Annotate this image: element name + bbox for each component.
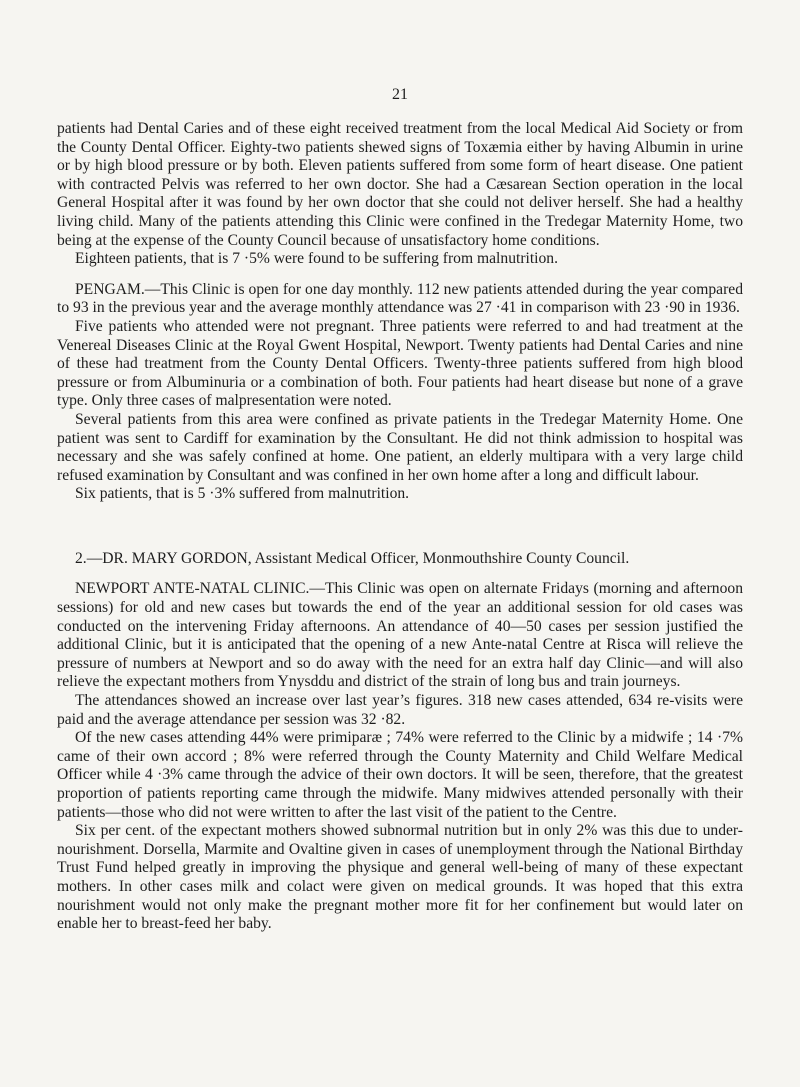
section-heading-dr-mary-gordon: 2.—DR. MARY GORDON, Assistant Medical Officer, Monmouthshire County Council. [75, 549, 630, 567]
paragraph-newport-clinic: NEWPORT ANTE-NATAL CLINIC.—This Clinic was open on alternate Fridays (morning and afternoon sessions) for old and new cases but towards the end of the year an additional session for old cases was conducted on the intervening Friday afternoons. An attendance of 40—50 cases per session justified the additional Clinic, but it is anticipated that the opening of a new Ante-natal Centre at Risca will relieve the pressure of numbers at Newport and so do away with the need for an extra half day Clinic—and will also relieve the expectant mothers from Ynysddu and district of the strain of long bus and train journeys. [57, 580, 743, 691]
paragraph-newport-new-cases: Of the new cases attending 44% were primiparæ ; 74% were referred to the Clinic by a midwife ; 14 ·7% came of their own accord ; 8% were referred through the County Maternity and Child Welfare Medical Officer while 4 ·3% came through the advice of their own doctors. It will be seen, therefore, that the greatest proportion of patients reporting came through the midwife. Many midwives attended personally with their patients—those who did not were written to after the last visit of the patient to the Centre. [57, 729, 743, 821]
paragraph-tredegar-continued: patients had Dental Caries and of these eight received treatment from the local Medical Aid Society or from the County Dental Officer. Eighty-two patients shewed signs of Toxæmia either by having Albumin in urine or by high blood pressure or by both. Eleven patients suffered from some form of heart disease. One patient with contracted Pelvis was referred to her own doctor. She had a Cæsarean Section operation in the local General Hospital after it was found by her own doctor that she could not deliver herself. She had a healthy living child. Many of the patients attending this Clinic were confined in the Tredegar Maternity Home, two being at the expense of the County Council because of unsatisfactory home conditions. [57, 120, 743, 249]
document-body [57, 120, 743, 934]
paragraph-pengam-malnutrition: Six patients, that is 5 ·3% suffered from malnutrition. [75, 485, 410, 503]
paragraph-pengam-confinements: Several patients from this area were confined as private patients in the Tredegar Maternity Home. One patient was sent to Cardiff for examination by the Consultant. He did not think admission to hospital was necessary and she was safely confined at home. One patient, an elderly multipara with a very large child refused examination by Consultant and was confined in her own home after a long and difficult labour. [57, 410, 743, 484]
paragraph-newport-nutrition: Six per cent. of the expectant mothers showed subnormal nutrition but in only 2% was this due to under-nourishment. Dorsella, Marmite and Ovaltine given in cases of unemployment through the National Birthday Trust Fund helped greatly in improving the physique and general well-being of many of these expectant mothers. In other cases milk and colact were given on medical grounds. It was hoped that this extra nourishment would not only make the pregnant mother more fit for her confinement but would later on enable her to breast-feed her baby. [57, 822, 743, 933]
page-number: 21 [392, 86, 408, 103]
paragraph-tredegar-malnutrition: Eighteen patients, that is 7 ·5% were found to be suffering from malnutrition. [75, 250, 559, 268]
paragraph-pengam-patients: Five patients who attended were not pregnant. Three patients were referred to and had treatment at the Venereal Diseases Clinic at the Royal Gwent Hospital, Newport. Twenty patients had Dental Caries and nine of these had treatment from the County Dental Officers. Twenty-three patients suffered from high blood pressure or from Albuminuria or a combination of both. Four patients had heart disease but none of a grave type. Only three cases of malpresentation were noted. [57, 317, 743, 410]
paragraph-pengam-intro: PENGAM.—This Clinic is open for one day monthly. 112 new patients attended during the year compared to 93 in the previous year and the average monthly attendance was 27 ·41 in comparison with 23 ·90 in 1936. [57, 280, 743, 317]
paragraph-newport-attendances: The attendances showed an increase over last year’s figures. 318 new cases attended, 634 re-visits were paid and the average attendance per session was 32 ·82. [57, 692, 743, 728]
